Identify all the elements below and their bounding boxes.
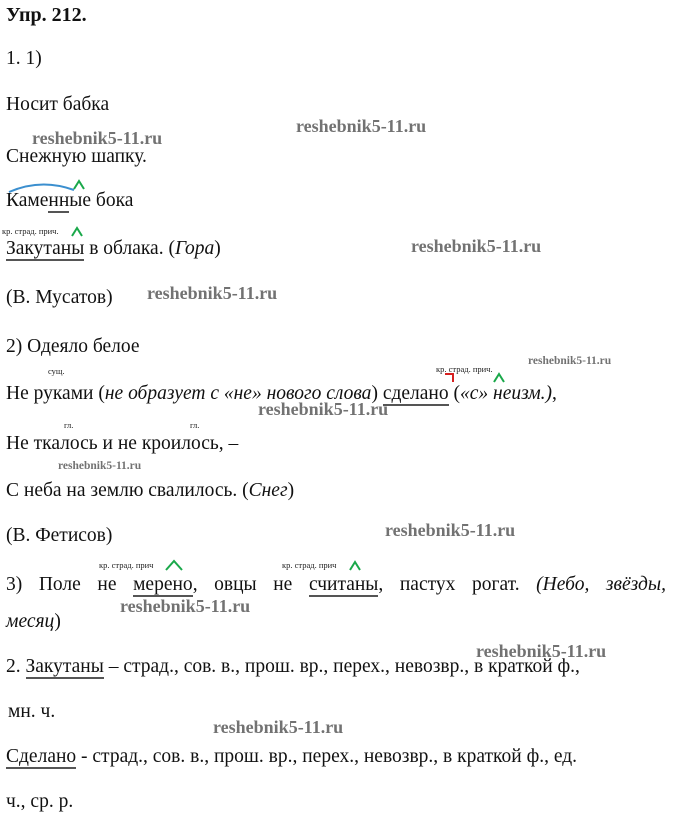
section2-line3: Сделано - страд., сов. в., прош. вр., перех., невозвр., в краткой ф., ед.: [6, 746, 578, 767]
riddle2-line2: Не руками (не образует с «не» нового слова) сделано («с» неизм.),: [6, 383, 557, 404]
watermark: reshebnik5-11.ru: [147, 283, 278, 303]
watermark: reshebnik5-11.ru: [385, 520, 516, 540]
annotation-kr-strad-prich: кр. страд. прич.: [2, 226, 59, 236]
section2-line1: 2. Закутаны – страд., сов. в., прош. вр., перех., невозвр., в краткой ф.,: [6, 656, 580, 677]
annotation-gl-2: гл.: [190, 420, 200, 430]
riddle1-line3: [6, 190, 133, 212]
note-s: «с» неизм.): [460, 383, 553, 404]
watermark: reshebnik5-11.ru: [258, 399, 389, 419]
annotation-gl-1: гл.: [64, 420, 74, 430]
suffix-mark-icon: [70, 226, 86, 238]
riddle2-author: (В. Фетисов): [6, 525, 113, 546]
participle-zakutany: Закутаны: [6, 238, 85, 259]
word-part-root: Каме: [6, 190, 49, 211]
riddle3-line2: месяц): [6, 611, 61, 632]
riddle2-line4: С неба на землю свалилось. (Снег): [6, 480, 295, 501]
parse-word-zakutany: Закутаны: [25, 656, 104, 677]
watermark: reshebnik5-11.ru: [528, 355, 612, 367]
watermark: reshebnik5-11.ru: [58, 460, 142, 472]
riddle2-answer: Снег: [248, 480, 288, 501]
participle-sdelano: сделано: [382, 383, 449, 404]
watermark: reshebnik5-11.ru: [213, 717, 344, 737]
riddle1-line2: Снежную шапку.: [6, 146, 147, 167]
riddle1-author: (В. Мусатов): [6, 287, 113, 308]
annotation-sushch: сущ.: [48, 366, 65, 376]
annotation-kr-strad-prich-3: кр. страд. прич: [99, 560, 154, 570]
annotation-kr-strad-prich-4: кр. страд. прич: [282, 560, 337, 570]
word-part-ending: ые бока: [69, 190, 134, 211]
riddle1-answer: Гора: [174, 238, 215, 259]
watermark: reshebnik5-11.ru: [296, 116, 427, 136]
noun-rukami: руками: [33, 383, 94, 404]
riddle3-line1: 3) Поле не мерено, овцы не считаны, пастух рогат. (Небо, звёзды,: [6, 574, 666, 595]
riddle2-line1: 2) Одеяло белое: [6, 336, 140, 357]
exercise-title: Упр. 212.: [6, 4, 87, 26]
riddle3-answer-end: месяц: [6, 611, 55, 632]
watermark: reshebnik5-11.ru: [411, 236, 542, 256]
parse-word-sdelano: Сделано: [6, 746, 77, 767]
riddle1-line1: Носит бабка: [6, 94, 110, 115]
participle-mereno: мерено: [133, 574, 193, 595]
annotation-kr-strad-prich-2: кр. страд. прич.: [436, 364, 493, 374]
suffix-nn: нн: [48, 190, 70, 211]
suffix-mark-icon-4: [348, 560, 364, 572]
note-ne: не образует с «не» нового слова: [104, 383, 372, 404]
suffix-mark-icon-3: [164, 558, 186, 572]
section2-line2: мн. ч.: [8, 701, 56, 722]
participle-schitany: считаны: [308, 574, 379, 595]
riddle2-line3: Не ткалось и не кроилось, –: [6, 433, 239, 454]
watermark: reshebnik5-11.ru: [32, 128, 163, 148]
section-1-label: 1. 1): [6, 48, 42, 69]
watermark: reshebnik5-11.ru: [120, 596, 251, 616]
watermark: reshebnik5-11.ru: [476, 641, 607, 661]
section2-line4: ч., ср. р.: [6, 791, 74, 812]
riddle1-line4: Закутаны в облака. (Гора): [6, 238, 221, 259]
